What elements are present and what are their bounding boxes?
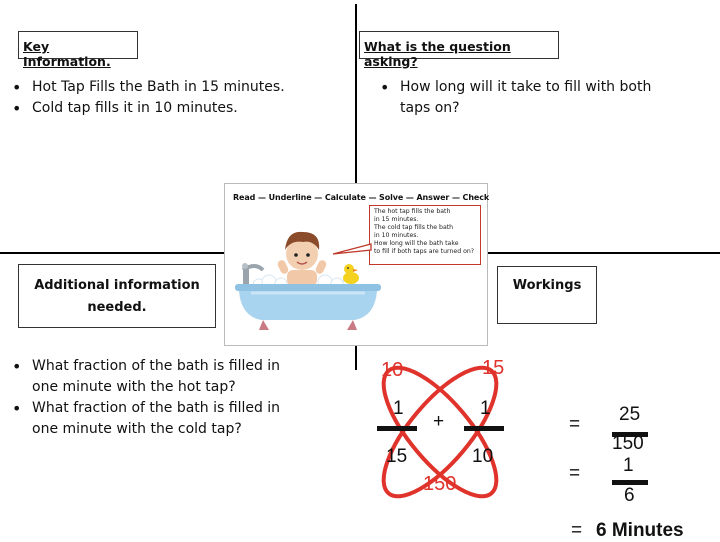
additional-info-item: • What fraction of the bath is filled in one minute with the cold tap? [8, 398, 308, 440]
red-label-150: 150 [423, 473, 457, 495]
workings-label: Workings [512, 278, 582, 293]
fraction-1-denominator: 15 [386, 446, 408, 467]
fraction-1-bar [377, 426, 417, 431]
fraction-2-bar [464, 426, 504, 431]
bubble-line: How long will the bath take [374, 240, 459, 247]
result-1-numerator: 25 [619, 404, 641, 425]
bathtub-icon [235, 284, 381, 330]
bubble-line: The hot tap fills the bath [374, 208, 451, 215]
equals-sign-1: = [569, 414, 581, 435]
final-equals-sign: = [571, 520, 583, 541]
plus-sign: + [433, 411, 445, 432]
result-2-numerator: 1 [623, 455, 634, 476]
additional-information-label-2: needed. [87, 300, 147, 315]
fraction-1-numerator: 1 [393, 398, 404, 419]
key-information-box [18, 31, 138, 69]
fraction-2-numerator: 1 [480, 398, 491, 419]
question-label: What is the question asking? [364, 39, 511, 69]
fraction-2-denominator: 10 [472, 446, 494, 467]
additional-information-label-1: Additional information [34, 278, 200, 293]
bubble-line: The cold tap fills the bath [374, 224, 454, 231]
additional-info-item: • What fraction of the bath is filled in one minute with the hot tap? [8, 356, 308, 398]
bath-illustration [225, 184, 489, 347]
final-answer: 6 Minutes [596, 520, 684, 541]
additional-info-list [8, 356, 308, 440]
red-label-15: 15 [482, 357, 505, 379]
key-info-item: • Cold tap fills it in 10 minutes. [8, 98, 348, 119]
horizontal-divider-left [0, 252, 225, 254]
key-information-label: Key Information. [23, 39, 111, 69]
key-info-item: • Hot Tap Fills the Bath in 15 minutes. [8, 77, 348, 98]
question-box [359, 31, 559, 69]
question-list [376, 77, 676, 119]
key-info-list [8, 77, 348, 119]
bubble-line: in 10 minutes. [374, 232, 419, 239]
rubber-duck-icon [343, 264, 359, 284]
bubble-tail [333, 244, 371, 254]
illustration-panel [224, 183, 488, 346]
cross-multiply-ellipses [355, 360, 555, 530]
question-item: • How long will it take to fill with both taps on? [376, 77, 676, 119]
workings-box [497, 266, 597, 324]
result-2-denominator: 6 [624, 485, 635, 506]
horizontal-divider-right [488, 252, 720, 254]
equals-sign-2: = [569, 463, 581, 484]
method-steps: Read — Underline — Calculate — Solve — Answer — Check [233, 193, 490, 202]
red-label-10: 10 [381, 359, 404, 381]
result-1-denominator: 150 [612, 433, 644, 454]
additional-information-box [18, 264, 216, 328]
bubble-line: to fill if both taps are turned on? [374, 248, 475, 255]
bubble-line: in 15 minutes. [374, 216, 419, 223]
